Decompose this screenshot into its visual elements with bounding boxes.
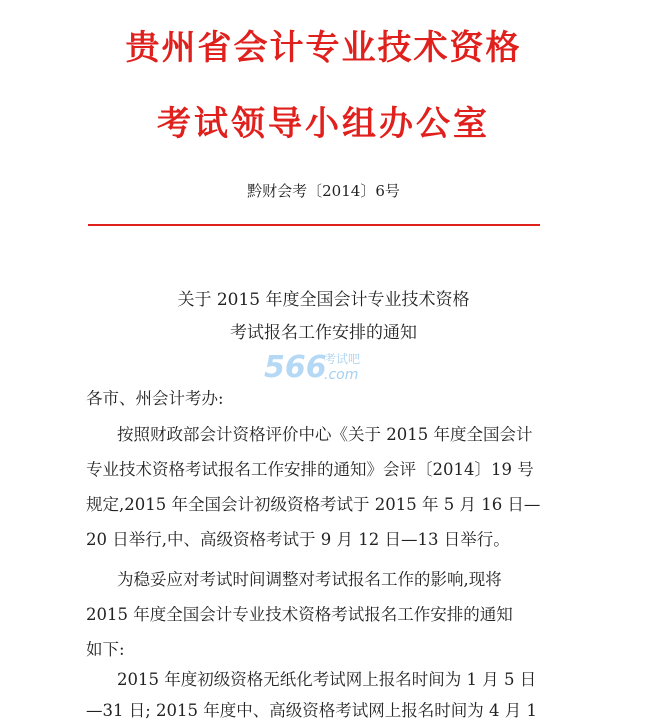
body-line: 2015 年度初级资格无纸化考试网上报名时间为 1 月 5 日 bbox=[117, 670, 537, 689]
salutation: 各市、州会计考办: bbox=[86, 389, 224, 408]
header-red-rule bbox=[88, 224, 540, 226]
issuer-title-line2: 考试领导小组办公室 bbox=[157, 104, 490, 144]
body-line: 为稳妥应对考试时间调整对考试报名工作的影响,现将 bbox=[117, 570, 502, 589]
body-line: 按照财政部会计资格评价中心《关于 2015 年度全国会计 bbox=[117, 425, 533, 444]
watermark-domain: .com bbox=[324, 367, 359, 383]
body-line: 规定,2015 年全国会计初级资格考试于 2015 年 5 月 16 日— bbox=[86, 495, 541, 514]
body-line: 2015 年度全国会计专业技术资格考试报名工作安排的通知 bbox=[86, 605, 513, 624]
body-line: 20 日举行,中、高级资格考试于 9 月 12 日—13 日举行。 bbox=[86, 530, 510, 549]
issuer-title-line1: 贵州省会计专业技术资格 bbox=[125, 28, 522, 68]
body-line: 如下: bbox=[86, 640, 125, 659]
subject-line2: 考试报名工作安排的通知 bbox=[230, 323, 417, 343]
watermark-logo bbox=[262, 345, 392, 387]
watermark-name: 考试吧 bbox=[324, 352, 361, 366]
document-number: 黔财会考〔2014〕6号 bbox=[247, 182, 400, 200]
body-line: —31 日; 2015 年度中、高级资格考试网上报名时间为 4 月 1 bbox=[86, 701, 538, 720]
watermark-number: 566 bbox=[264, 350, 327, 385]
subject-line1: 关于 2015 年度全国会计专业技术资格 bbox=[177, 290, 470, 310]
body-line: 专业技术资格考试报名工作安排的通知》会评〔2014〕19 号 bbox=[86, 460, 534, 479]
